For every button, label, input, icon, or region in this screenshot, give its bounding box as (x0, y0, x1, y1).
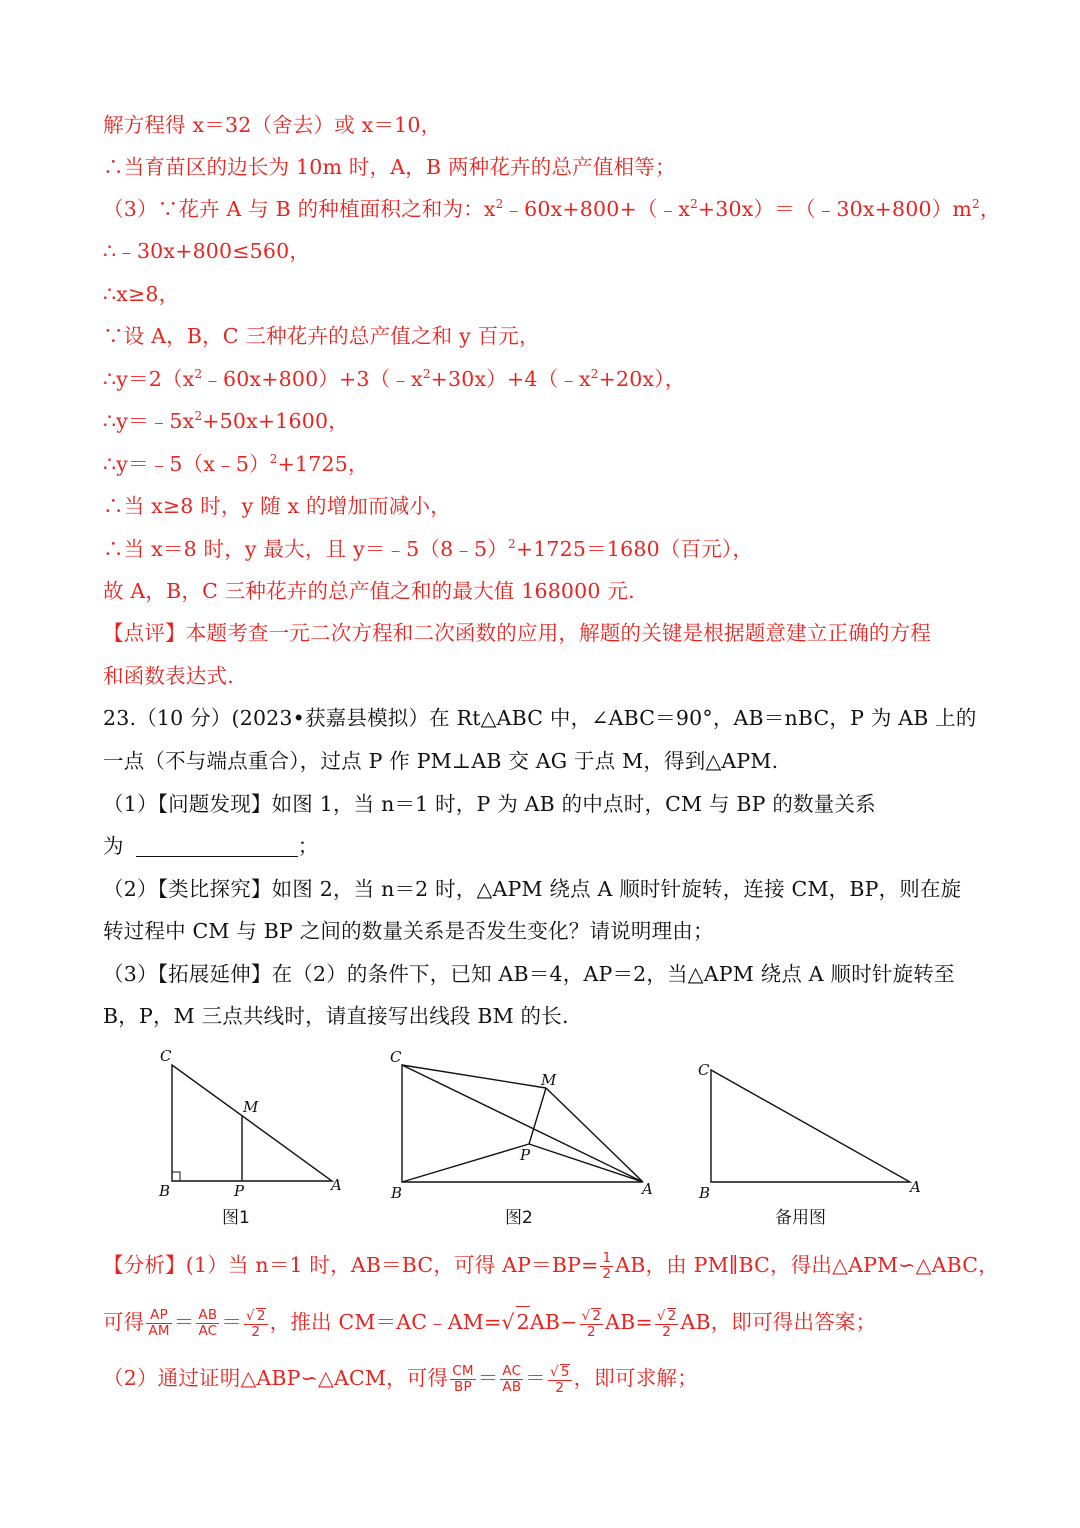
fig2-label-A: A (642, 1180, 653, 1198)
fig1-label-A: A (331, 1176, 342, 1194)
fig1-label-C: C (160, 1047, 172, 1065)
comment-line-1: 【点评】本题考查一元二次方程和二次函数的应用，解题的关键是根据题意建立正确的方程 (103, 621, 931, 645)
problem-line-1: 23.（10 分）(2023•获嘉县模拟）在 Rt△ABC 中，∠ABC＝90°，AB＝nBC，P 为 AB 上的 (103, 706, 977, 730)
figures-row (0, 1040, 1080, 1230)
problem-line-2: 一点（不与端点重合），过点 P 作 PM⊥AB 交 AG 于点 M，得到△APM. (103, 749, 779, 773)
solution-line-8: $\therefore y=﹣5x^2+50x+1600$， (103, 409, 349, 433)
fraction-sqrt2-2-b: $\frac{√ 2}{2}$ (581, 1307, 602, 1340)
fig2-label-B: B (391, 1184, 403, 1202)
analysis-line-2: 可得 $\frac{AP}{AM}$ ＝ $\frac{AB}{AC}$ ＝ $\frac{√ 2}{2}$ ，推出 CM＝AC﹣AM=√2AB− $\frac{√ 2}{2}$ AB= $\frac{√ 2}{2}$ AB，即可得出答案； (103, 1307, 877, 1340)
solution-line-6: ∵设 A，B，C 三种花卉的总产值之和 y 百元， (103, 324, 540, 348)
fig2-segment-MP (529, 1088, 546, 1144)
solution-line-2: ∴当育苗区的边长为 10m 时，A，B 两种花卉的总产值相等； (103, 155, 676, 179)
solution-line-12: 故 A，B，C 三种花卉的总产值之和的最大值 168000 元. (103, 579, 635, 603)
fig2-segment-PA (529, 1144, 643, 1182)
fig2-segment-BP (402, 1144, 529, 1182)
fig3-label-C: C (698, 1061, 710, 1079)
problem-line-8: B，P，M 三点共线时，请直接写出线段 BM 的长. (103, 1004, 569, 1028)
fraction-sqrt2-2-c: $\frac{√ 2}{2}$ (656, 1307, 677, 1340)
problem-line-6: 转过程中 CM 与 BP 之间的数量关系是否发生变化？请说明理由； (103, 919, 714, 943)
solution-line-10: ∴当 x≥8 时，y 随 x 的增加而减小， (103, 494, 451, 518)
fig2-label-C: C (390, 1048, 402, 1066)
solution-line-9: ∴y＝﹣5（x﹣5）$^2$+1725， (103, 452, 369, 476)
fig1-label-M: M (243, 1098, 259, 1116)
fig1-right-angle-mark (172, 1172, 180, 1181)
fraction-AB-AC: $\frac{AB}{AC}$ (198, 1307, 218, 1339)
fig3-triangle (711, 1070, 910, 1182)
problem-line-4: 为 ； (103, 834, 319, 858)
fig1-label-P: P (234, 1182, 245, 1200)
fraction-sqrt2-2: $\frac{√ 2}{2}$ (246, 1307, 266, 1340)
solution-line-1: 解方程得 x＝32（舍去）或 x＝10， (103, 113, 442, 137)
fraction-AP-AM: $\frac{AP}{AM}$ (148, 1307, 170, 1339)
problem-line-7: （3）【拓展延伸】在（2）的条件下，已知 AB＝4，AP＝2，当△APM 绕点 A 顺时针旋转至 (103, 962, 955, 986)
fig2-segment-CM (402, 1065, 546, 1088)
fraction-AC-AB: $\frac{AC}{AB}$ (502, 1363, 522, 1395)
analysis-line-1: 【分析】(1）当 n＝1 时，AB＝BC，可得 AP＝BP= $\frac{1}{2}$ AB，由 PM∥BC，得出△APM∽△ABC， (103, 1250, 999, 1282)
fig2-label-P: P (520, 1146, 531, 1164)
analysis-line-3: （2）通过证明△ABP∽△ACM，可得 $\frac{CM}{BP}$ ＝ $\frac{AC}{AB}$ ＝ $\frac{√ 5}{2}$ ，即可求解； (103, 1363, 698, 1396)
fraction-CM-BP: $\frac{CM}{BP}$ (452, 1363, 474, 1395)
fig1-label-B: B (159, 1182, 171, 1200)
fraction-sqrt5-2: $\frac{√ 5}{2}$ (550, 1363, 570, 1396)
problem-line-3: （1）【问题发现】如图 1，当 n＝1 时，P 为 AB 的中点时，CM 与 BP 的数量关系 (103, 792, 876, 816)
answer-blank[interactable] (136, 838, 298, 857)
fig3-caption: 备用图 (775, 1208, 826, 1228)
fraction-one-half: $\frac{1}{2}$ (602, 1250, 612, 1282)
problem-line-5: （2）【类比探究】如图 2，当 n＝2 时，△APM 绕点 A 顺时针旋转，连接 CM，BP，则在旋 (103, 877, 962, 901)
solution-line-11: ∴当 x＝8 时，y 最大，且 y＝﹣5（8﹣5）$^2$+1725＝1680（百元）， (103, 537, 754, 561)
fig2-triangle (402, 1065, 643, 1182)
fig2-segment-MA (546, 1088, 643, 1182)
solution-line-4: ∴﹣30x+800≤560， (103, 239, 311, 263)
fig2-caption: 图2 (505, 1208, 533, 1228)
fig1-triangle (172, 1065, 332, 1181)
comment-line-2: 和函数表达式. (103, 664, 234, 688)
solution-line-3: （3）∵花卉 A 与 B 的种植面积之和为：$x^2﹣60x+800+(﹣x^2+30x)=(﹣30x+800)m^2$， (103, 197, 1001, 221)
fig1-caption: 图1 (222, 1208, 250, 1228)
fig3-label-A: A (910, 1178, 921, 1196)
solution-line-7: $\therefore y=2(x^2﹣60x+800)+3(﹣x^2+30x)+4(﹣x^2+20x)$， (103, 367, 686, 391)
solution-line-5: ∴x≥8， (103, 282, 180, 306)
fig2-label-M: M (541, 1071, 557, 1089)
fig3-label-B: B (699, 1184, 711, 1202)
